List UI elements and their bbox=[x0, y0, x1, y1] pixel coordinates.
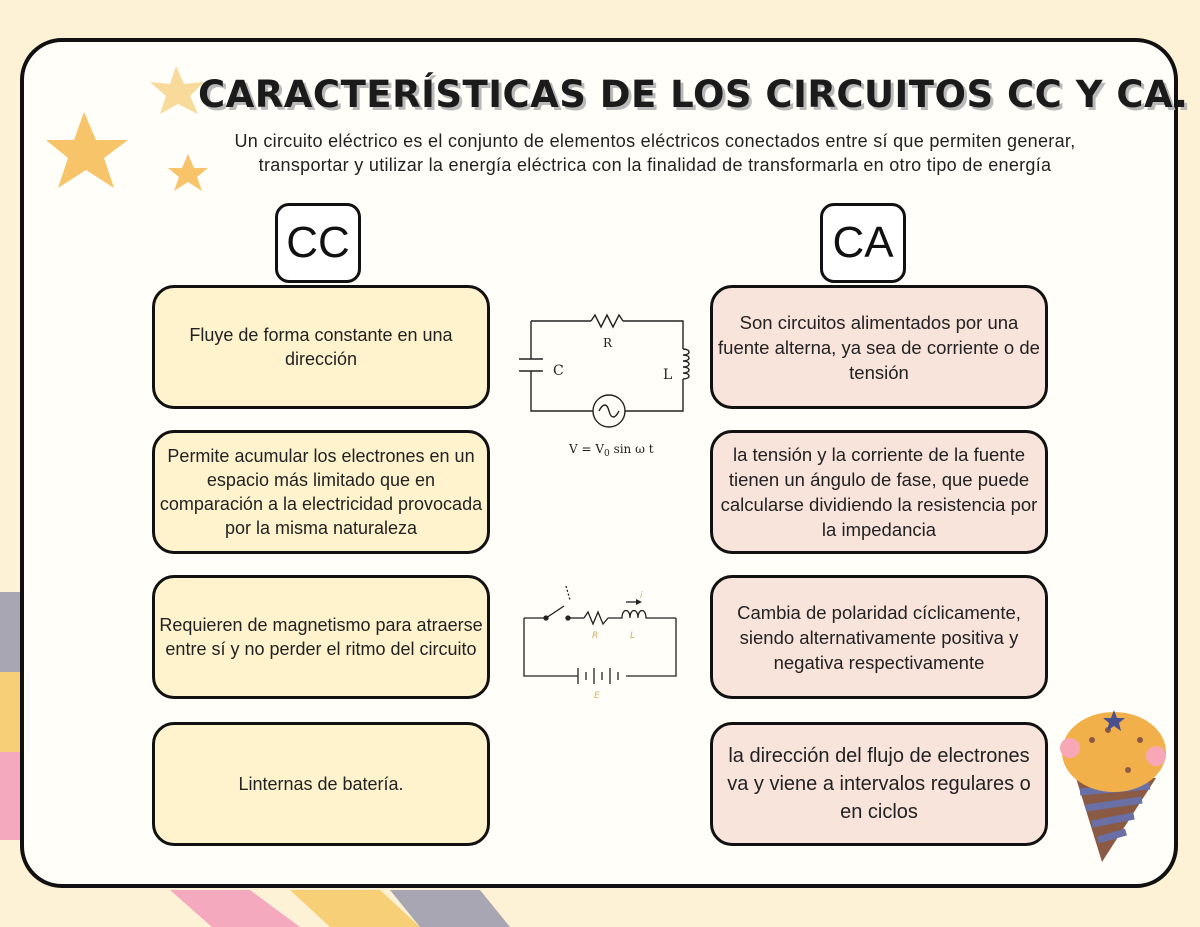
ca-box-4: la dirección del flujo de electrones va y viene a intervalos regulares o en ciclos bbox=[710, 722, 1048, 846]
stars-decoration bbox=[44, 60, 224, 200]
ca-box-3: Cambia de polaridad cíclicamente, siendo alternativamente positiva y negativa respectivamente bbox=[710, 575, 1048, 699]
voltage-equation: $V = V_0$ sin ω t bbox=[569, 442, 654, 459]
cc-label: CC bbox=[275, 203, 361, 283]
i-label: i bbox=[640, 591, 643, 601]
ca-label: CA bbox=[820, 203, 906, 283]
rlc-circuit-diagram bbox=[515, 305, 695, 465]
ice-cream-icon bbox=[1056, 700, 1172, 868]
capacitor-symbol bbox=[519, 359, 543, 371]
r-label: R bbox=[603, 336, 613, 350]
page-title: CARACTERÍSTICAS DE LOS CIRCUITOS CC Y CA. bbox=[198, 73, 1189, 116]
e-label: E bbox=[594, 691, 600, 701]
l-label: L bbox=[630, 631, 636, 641]
ca-box-1: Son circuitos alimentados por una fuente alterna, ya sea de corriente o de tensión bbox=[710, 285, 1048, 409]
resistor-symbol bbox=[591, 315, 623, 327]
cc-box-2: Permite acumular los electrones en un espacio más limitado que en comparación a la electricidad provocada por la misma naturaleza bbox=[152, 430, 490, 554]
dc-circuit-diagram bbox=[518, 582, 683, 702]
r-label: R bbox=[592, 631, 599, 641]
inductor-symbol bbox=[683, 349, 689, 379]
inductor-symbol bbox=[608, 611, 676, 619]
ca-box-2: la tensión y la corriente de la fuente tienen un ángulo de fase, que puede calcularse dividiendo la resistencia por la impedancia bbox=[710, 430, 1048, 554]
cc-box-3: Requieren de magnetismo para atraerse entre sí y no perder el ritmo del circuito bbox=[152, 575, 490, 699]
star-icon bbox=[46, 112, 128, 188]
star-icon bbox=[168, 154, 208, 191]
cc-box-4: Linternas de batería. bbox=[152, 722, 490, 846]
resistor-symbol bbox=[584, 612, 608, 624]
cc-box-1: Fluye de forma constante en una dirección bbox=[152, 285, 490, 409]
star-icon bbox=[150, 66, 204, 114]
switch-symbol bbox=[546, 606, 564, 618]
intro-text: Un circuito eléctrico es el conjunto de elementos eléctricos conectados entre sí que permiten generar, transportar y utilizar la energía eléctrica con la finalidad de transformarla en otro tipo de energía bbox=[234, 131, 1076, 175]
battery-symbol bbox=[578, 668, 618, 684]
c-label: C bbox=[553, 363, 564, 379]
l-label: L bbox=[663, 367, 673, 383]
